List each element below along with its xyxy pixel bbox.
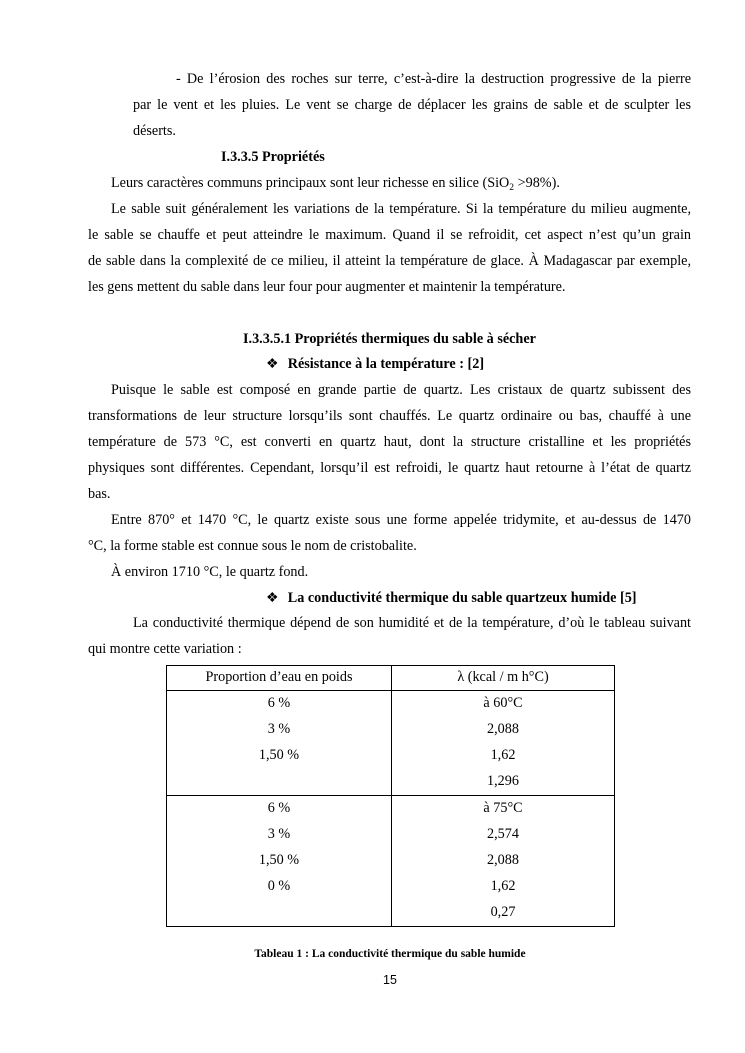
cell-value: 1,50 % bbox=[258, 747, 300, 763]
cell-value: 3 % bbox=[267, 721, 291, 737]
erosion-line-2: par le vent et les pluies. Le vent se charge de déplacer les grains de sable et de sculpter les bbox=[133, 97, 691, 113]
bullet-conductivite bbox=[266, 589, 637, 607]
conductivity-table bbox=[166, 665, 615, 927]
cell-value: 2,088 bbox=[487, 721, 519, 737]
quartz-line-4: physiques sont différentes. Cependant, lorsqu’il est refroidi, le quartz haut retourne à l’état de quartz bbox=[88, 460, 691, 476]
bullet-conductivite-label: La conductivité thermique du sable quartzeux humide [5] bbox=[287, 590, 637, 606]
temperature-line-2: le sable se chauffe et peut atteindre le maximum. Quand il se refroidit, cet aspect n’est qu’un grain bbox=[88, 227, 691, 243]
group-1-lambda bbox=[392, 691, 615, 796]
cell-empty bbox=[167, 900, 391, 926]
quartz-line-2: transformations de leur structure lorsqu’ils sont chauffés. Le quartz ordinaire ou bas, chauffé à une bbox=[88, 408, 691, 424]
cell-value: à 75°C bbox=[483, 800, 523, 816]
cell-value: 1,296 bbox=[487, 773, 519, 789]
silice-text-after: >98%). bbox=[514, 175, 560, 191]
heading-proprietes: I.3.3.5 Propriétés bbox=[221, 149, 325, 165]
cell-value: 1,50 % bbox=[258, 852, 300, 868]
diamond-bullet-icon: ❖ bbox=[266, 356, 279, 372]
cell-value: à 60°C bbox=[483, 695, 523, 711]
cell-empty bbox=[167, 769, 391, 795]
cell-value: 0 % bbox=[267, 878, 291, 894]
bullet-resistance bbox=[266, 355, 484, 373]
cell-value: 1,62 bbox=[490, 878, 516, 894]
quartz-line-5: bas. bbox=[88, 486, 111, 502]
header-proportion: Proportion d’eau en poids bbox=[167, 666, 392, 691]
temperature-line-4: les gens mettent du sable dans leur four pour augmenter et maintenir la température. bbox=[88, 279, 566, 295]
table-row bbox=[167, 796, 615, 927]
group-2-proportions bbox=[167, 796, 392, 927]
table-caption: Tableau 1 : La conductivité thermique du sable humide bbox=[254, 948, 526, 960]
cell-value: 3 % bbox=[267, 826, 291, 842]
cell-value: 2,574 bbox=[487, 826, 519, 842]
tridymite-line-1: Entre 870° et 1470 °C, le quartz existe sous une forme appelée tridymite, et au-dessus de 1470 bbox=[111, 512, 691, 528]
silice-paragraph bbox=[111, 174, 560, 192]
silice-subscript: 2 bbox=[509, 183, 515, 193]
erosion-line-3: déserts. bbox=[133, 123, 176, 139]
group-1-proportions bbox=[167, 691, 392, 796]
cell-value: 6 % bbox=[267, 800, 291, 816]
silice-text-before: Leurs caractères communs principaux sont leur richesse en silice (SiO bbox=[111, 175, 510, 191]
fond-paragraph: À environ 1710 °C, le quartz fond. bbox=[111, 564, 309, 580]
temperature-line-3: de sable dans la complexité de ce milieu, il atteint la température de glace. À Madagascar par exemple, bbox=[88, 253, 691, 269]
table-header-row bbox=[167, 666, 615, 691]
cell-value: 2,088 bbox=[487, 852, 519, 868]
table-row bbox=[167, 691, 615, 796]
group-2-lambda bbox=[392, 796, 615, 927]
intro-table-line-2: qui montre cette variation : bbox=[88, 641, 242, 657]
cell-value: 0,27 bbox=[490, 904, 516, 920]
quartz-line-1: Puisque le sable est composé en grande partie de quartz. Les cristaux de quartz subissent des bbox=[111, 382, 691, 398]
bullet-resistance-label: Résistance à la température : [2] bbox=[287, 356, 485, 372]
page-number: 15 bbox=[383, 973, 397, 987]
heading-thermiques: I.3.3.5.1 Propriétés thermiques du sable à sécher bbox=[243, 331, 536, 347]
temperature-line-1: Le sable suit généralement les variations de la température. Si la température du milieu augmente, bbox=[111, 201, 691, 217]
cell-value: 6 % bbox=[267, 695, 291, 711]
intro-table-line-1: La conductivité thermique dépend de son humidité et de la température, d’où le tableau suivant bbox=[133, 615, 691, 631]
diamond-bullet-icon: ❖ bbox=[266, 590, 279, 606]
tridymite-line-2: °C, la forme stable est connue sous le nom de cristobalite. bbox=[88, 538, 417, 554]
header-lambda: λ (kcal / m h°C) bbox=[392, 666, 615, 691]
cell-value: 1,62 bbox=[490, 747, 516, 763]
erosion-line-1: - De l’érosion des roches sur terre, c’est-à-dire la destruction progressive de la pierre bbox=[176, 71, 691, 87]
quartz-line-3: température de 573 °C, est converti en quartz haut, dont la structure cristalline et les propriétés bbox=[88, 434, 691, 450]
